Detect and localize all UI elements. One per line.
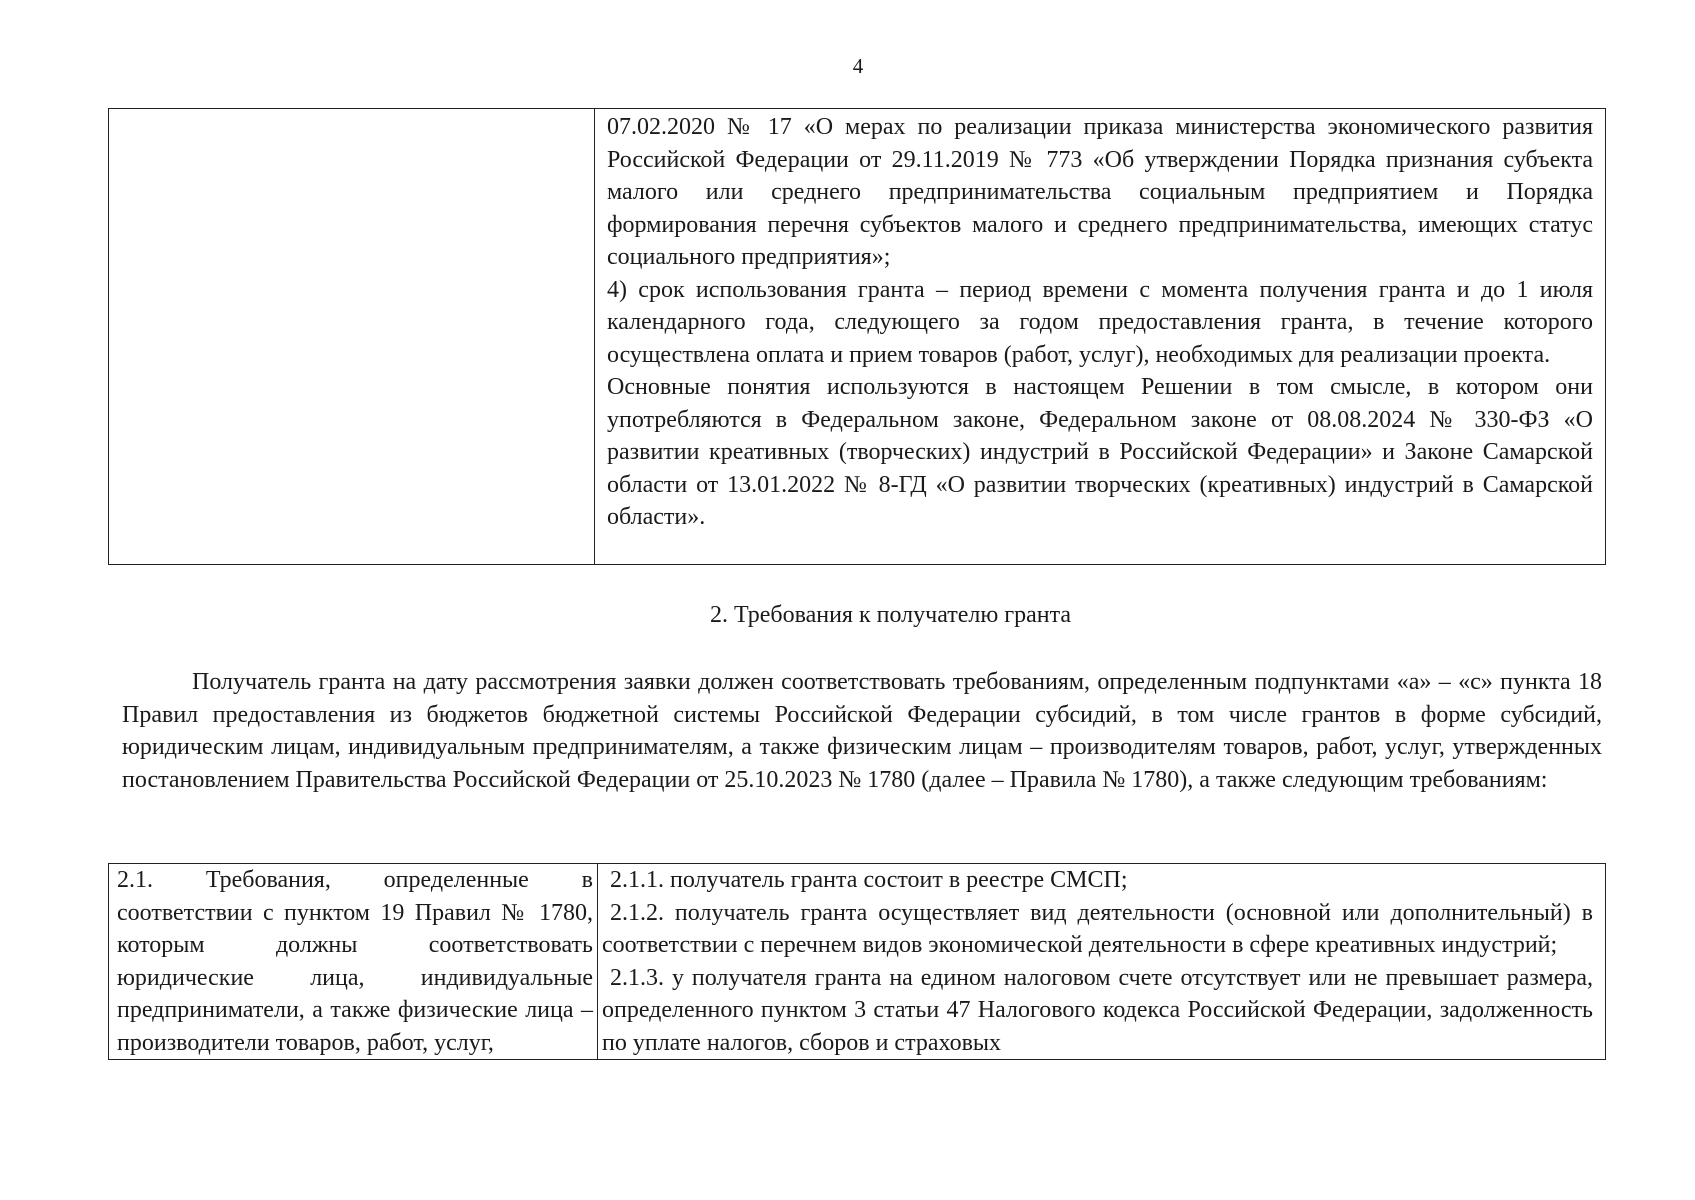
table-cell-left-empty xyxy=(109,109,595,565)
page-number: 4 xyxy=(852,54,864,78)
table-row xyxy=(109,864,1606,1060)
table-row xyxy=(109,109,1606,565)
section-heading: 2. Требования к получателю гранта xyxy=(709,602,1072,628)
requirement-2-1-2: 2.1.2. получатель гранта осуществляет вид деятельности (основной или дополнительный) в соответствии с перечнем видов экономической деятельности в сфере креативных индустрий; xyxy=(602,899,1593,958)
table-cell-right xyxy=(595,109,1606,565)
requirement-2-1-3: 2.1.3. у получателя гранта на едином налоговом счете отсутствует или не превышает размера, определенного пунктом 3 статьи 47 Налогового кодекса Российской Федерации, задолженность по уплате налогов, сборов и страховых xyxy=(602,964,1593,1056)
definition-item-4: 4) срок использования гранта – период времени с момента получения гранта и до 1 июля календарного года, следующего за годом предоставления гранта, в течение которого осуществлена оплата и прием товаров (работ, услуг), необходимых для реализации проекта. xyxy=(607,276,1593,368)
definition-continuation: 07.02.2020 № 17 «О мерах по реализации приказа министерства экономического развития Российской Федерации от 29.11.2019 № 773 «Об утверждении Порядка признания субъекта малого или среднего предпринимательства социальным предприятием и Порядка формирования перечня субъектов малого и среднего предпринимательства, имеющих статус социального предприятия»; xyxy=(607,114,1593,270)
table-cell-right xyxy=(598,864,1606,1060)
intro-paragraph: Получатель гранта на дату рассмотрения заявки должен соответствовать требованиям, определенным подпунктами «а» – «с» пункта 18 Правил предоставления из бюджетов бюджетной системы Российской Федерации субсидий, в том числе грантов в форме субсидий, юридическим лицам, индивидуальным предпринимателям, а также физическим лицам – производителям товаров, работ, услуг, утвержденных постановлением Правительства Российской Федерации от 25.10.2023 № 1780 (далее – Правила № 1780), а также следующим требованиям: xyxy=(122,669,1602,793)
table-cell-left xyxy=(109,864,598,1060)
requirement-2-1-1: 2.1.1. получатель гранта состоит в реестре СМСП; xyxy=(610,867,1128,893)
requirements-table xyxy=(108,863,1606,1060)
requirement-2-1: 2.1. Требования, определенные в соответствии с пунктом 19 Правил № 1780, которым должны соответствовать юридические лица, индивидуальные предприниматели, а также физические лица – производители товаров, работ, услуг, xyxy=(117,867,593,1056)
continuation-table xyxy=(108,108,1606,565)
basic-concepts-note: Основные понятия используются в настоящем Решении в том смысле, в котором они употребляются в Федеральном законе, Федеральном законе от 08.08.2024 № 330-ФЗ «О развитии креативных (творческих) индустрий в Российской Федерации» и Законе Самарской области от 13.01.2022 № 8-ГД «О развитии творческих (креативных) индустрий в Самарской области». xyxy=(607,374,1593,530)
